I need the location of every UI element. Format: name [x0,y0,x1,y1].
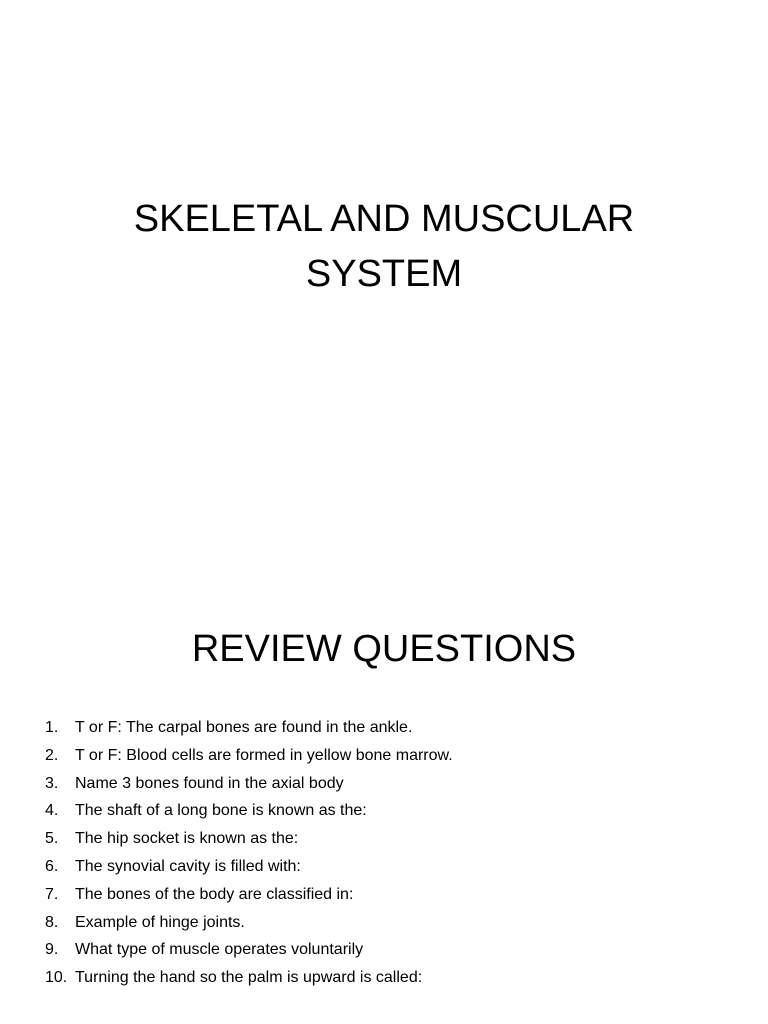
question-item [45,853,745,881]
slide-title-line-1: SKELETAL AND MUSCULAR [133,198,635,240]
question-item [45,825,745,853]
question-text: Name 3 bones found in the axial body [75,774,344,792]
question-text: The synovial cavity is filled with: [75,857,301,875]
question-item [45,797,745,825]
question-number: 8. [45,913,59,931]
question-number: 2. [45,746,59,764]
question-text: Turning the hand so the palm is upward is called: [75,969,423,987]
question-item [45,909,745,937]
question-text: Example of hinge joints. [75,913,245,931]
question-number: 5. [45,830,59,848]
question-item [45,742,745,770]
question-text: The bones of the body are classified in: [75,885,354,903]
question-number: 9. [45,941,59,959]
review-questions-heading: REVIEW QUESTIONS [191,628,577,670]
question-item [45,964,745,992]
question-number: 4. [45,802,59,820]
question-number: 7. [45,885,59,903]
question-text: The hip socket is known as the: [75,830,299,848]
question-number: 6. [45,857,59,875]
question-text: T or F: Blood cells are formed in yellow bone marrow. [75,746,453,764]
slide-title [0,192,768,302]
question-item [45,936,745,964]
question-item [45,881,745,909]
question-list [45,714,745,992]
question-text: T or F: The carpal bones are found in the ankle. [75,719,413,736]
question-number: 10. [45,969,68,987]
question-item [45,714,745,742]
slide-title-line-2: SYSTEM [305,253,463,295]
question-number: 3. [45,774,59,792]
question-item [45,770,745,798]
question-number: 1. [45,719,59,736]
review-questions-slide [0,512,768,1024]
question-text: What type of muscle operates voluntarily [75,941,364,959]
question-text: The shaft of a long bone is known as the: [75,802,367,820]
